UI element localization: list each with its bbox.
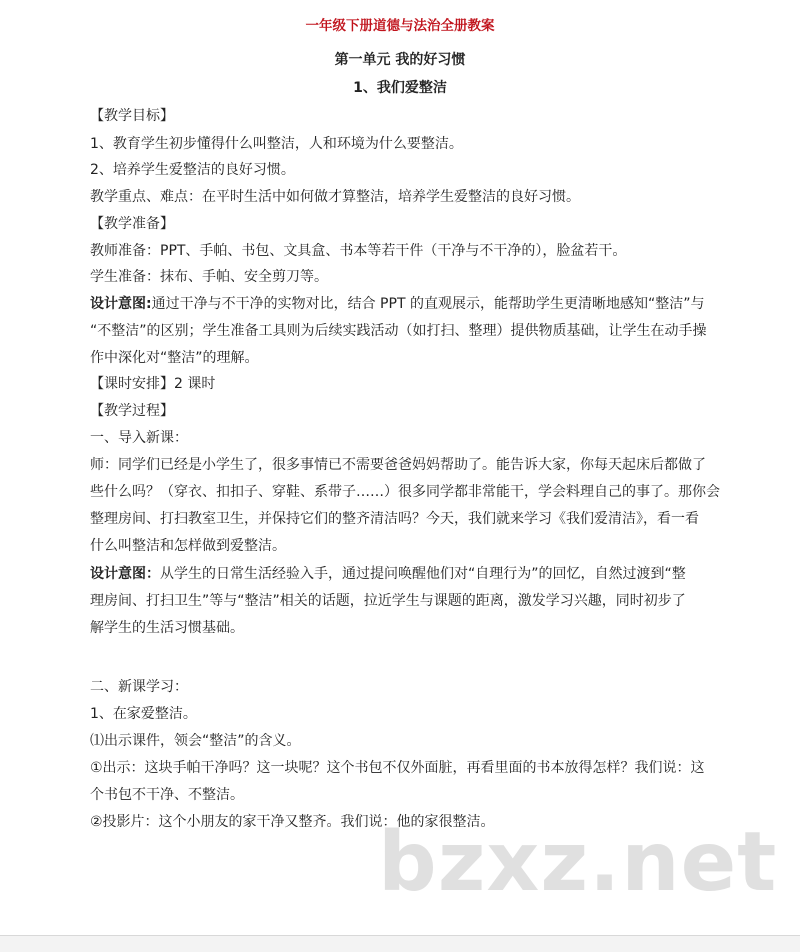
paragraph: 学生准备：抹布、手帕、安全剪刀等。 [90, 269, 328, 285]
section-teaching-prep: 【教学准备】 [90, 216, 174, 232]
paragraph: 些什么吗？（穿衣、扣扣子、穿鞋、系带子……）很多同学都非常能干，学会料理自己的事了。那你会 [90, 484, 720, 500]
watermark: bzxz.net [378, 815, 778, 910]
lesson-heading: 1、我们爱整洁 [353, 80, 447, 96]
paragraph: ②投影片：这个小朋友的家干净又整齐。我们说：他的家很整洁。 [90, 814, 495, 830]
paragraph: 2、培养学生爱整洁的良好习惯。 [90, 162, 295, 178]
paragraph: 师：同学们已经是小学生了，很多事情已不需要爸爸妈妈帮助了。能告诉大家，你每天起床后都做了 [90, 457, 706, 473]
paragraph: 教学重点、难点：在平时生活中如何做才算整洁，培养学生爱整洁的良好习惯。 [90, 189, 580, 205]
design-intent-paragraph: 设计意图：从学生的日常生活经验入手，通过提问唤醒他们对“自理行为”的回忆，自然过渡到“整 [90, 566, 686, 582]
paragraph: ⑴出示课件，领会“整洁”的含义。 [90, 733, 301, 749]
design-intent-label: 设计意图: [90, 296, 152, 312]
design-intent-paragraph: 设计意图:通过干净与不干净的实物对比，结合 PPT 的直观展示，能帮助学生更清晰地感知“整洁”与 [90, 296, 705, 312]
page-gap [0, 936, 800, 952]
paragraph: 作中深化对“整洁”的理解。 [90, 350, 259, 366]
section-lesson-schedule: 【课时安排】2 课时 [90, 376, 216, 392]
paragraph: 什么叫整洁和怎样做到爱整洁。 [90, 538, 286, 554]
section-teaching-goals: 【教学目标】 [90, 108, 174, 124]
design-intent-label: 设计意图： [90, 566, 160, 582]
paragraph: 解学生的生活习惯基础。 [90, 620, 244, 636]
section-teaching-process: 【教学过程】 [90, 403, 174, 419]
paragraph: ①出示：这块手帕干净吗？这一块呢？这个书包不仅外面脏，再看里面的书本放得怎样？我们说：这 [90, 760, 705, 776]
subheading-intro: 一、导入新课： [90, 430, 188, 446]
paragraph: 教师准备：PPT、手帕、书包、文具盒、书本等若干件（干净与不干净的），脸盆若干。 [90, 243, 627, 259]
subheading-new-lesson: 二、新课学习： [90, 679, 188, 695]
paragraph: 1、教育学生初步懂得什么叫整洁，人和环境为什么要整洁。 [90, 136, 463, 152]
paragraph: 理房间、打扫卫生”等与“整洁”相关的话题，拉近学生与课题的距离，激发学习兴趣，同时初步了 [90, 593, 686, 609]
paragraph: 1、在家爱整洁。 [90, 706, 197, 722]
document-title: 一年级下册道德与法治全册教案 [305, 18, 495, 34]
unit-heading: 第一单元 我的好习惯 [334, 52, 466, 68]
paragraph: 个书包不干净、不整洁。 [90, 787, 244, 803]
paragraph: 整理房间、打扫教室卫生，并保持它们的整齐清洁吗？今天，我们就来学习《我们爱清洁》，看一看 [90, 511, 699, 527]
paragraph: “不整洁”的区别；学生准备工具则为后续实践活动（如打扫、整理）提供物质基础，让学生在动手操 [90, 323, 707, 339]
